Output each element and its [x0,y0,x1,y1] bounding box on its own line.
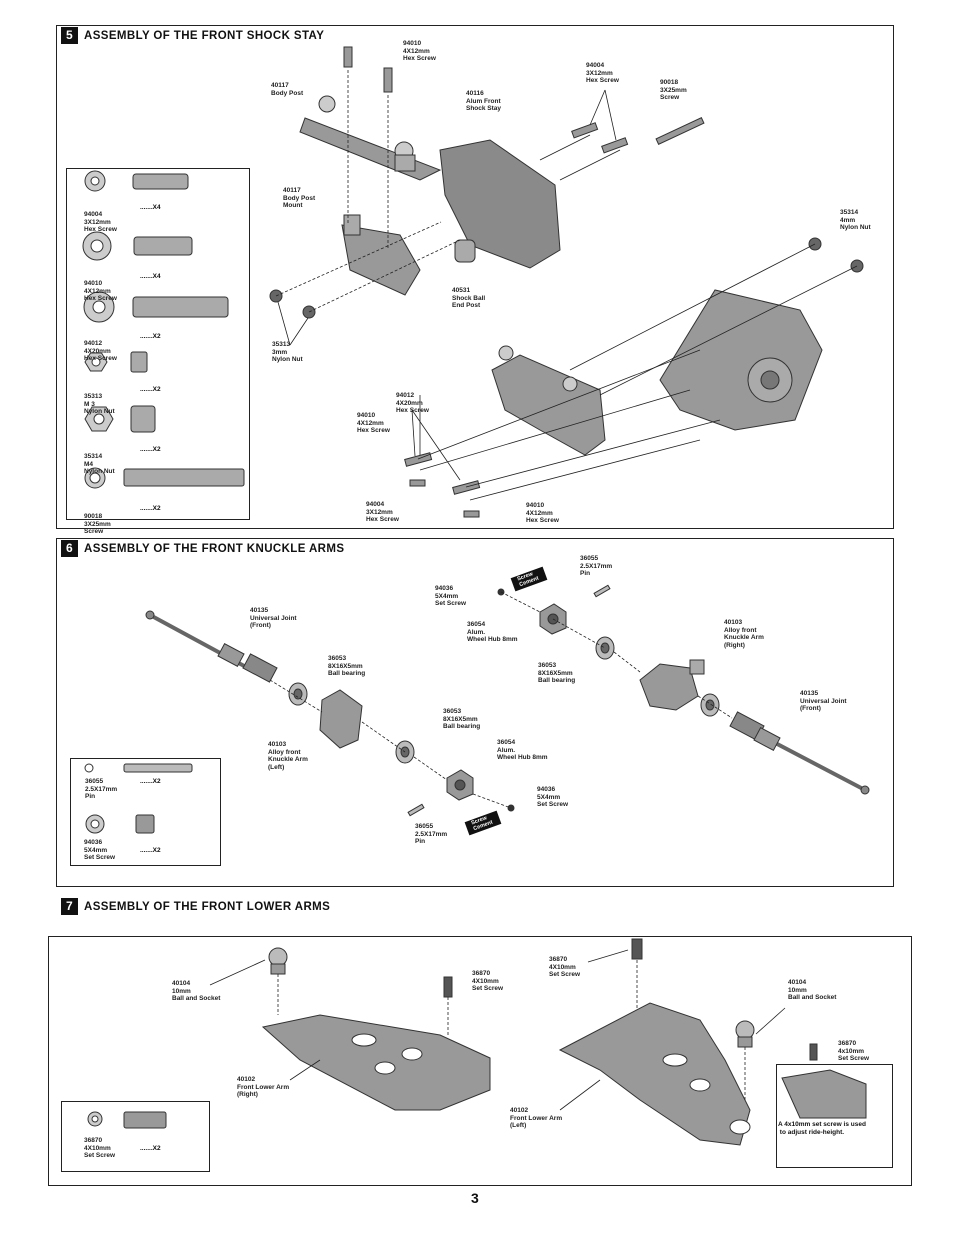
section6-number: 6 [61,540,78,557]
callout-94010-bottom: 94010 4X12mm Hex Screw [526,502,559,525]
callout7-40102-right: 40102 Front Lower Arm (Right) [237,1076,290,1099]
legend5-35314: 35314 M4 Nylon Nut [84,453,115,476]
callout6-36055-low: 36055 2.5X17mm Pin [415,823,448,846]
callout-40116: 40116 Alum Front Shock Stay [466,90,502,113]
lower-arm-left-part [560,1003,750,1145]
legend7-36870: 36870 4X10mm Set Screw [84,1137,116,1160]
callout6-40103-right: 40103 Alloy front Knuckle Arm (Right) [724,619,764,649]
callout-40117-body-post: 40117 Body Post [271,82,304,97]
legend5-94012: 94012 4X20mm Hex Screw [84,340,117,363]
callout7-40104-right: 40104 10mm Ball and Socket [788,979,837,1002]
inset-ride-height-note: A 4x10mm set screw is used to adjust ride-height. [778,1121,866,1136]
callout-94004-bottom: 94004 3X12mm Hex Screw [366,501,399,524]
callout-94004-top: 94004 3X12mm Hex Screw [586,62,619,85]
lower-arm-right-part [263,1015,490,1110]
legend6-36055-qty: .......X2 [140,778,161,785]
callout-94010-left: 94010 4X12mm Hex Screw [357,412,390,435]
callout6-36055-top: 36055 2.5X17mm Pin [580,555,613,578]
section5-title: ASSEMBLY OF THE FRONT SHOCK STAY [84,29,325,42]
legend5-94004: 94004 3X12mm Hex Screw [84,211,117,234]
callout-94010-top: 94010 4X12mm Hex Screw [403,40,436,63]
legend5-94010-qty: .......X4 [140,273,161,280]
screw-cement-tag-top: Screw Cement [516,571,540,589]
legend5-35313-qty: .......X2 [140,386,161,393]
section7-title: ASSEMBLY OF THE FRONT LOWER ARMS [84,900,331,913]
callout-35314: 35314 4mm Nylon Nut [840,209,871,232]
callout-90018: 90018 3X25mm Screw [660,79,687,102]
callout6-94036-low: 94036 5X4mm Set Screw [537,786,569,809]
callout6-36053-mid: 36053 8X16X5mm Ball bearing [538,662,576,685]
section6-title: ASSEMBLY OF THE FRONT KNUCKLE ARMS [84,542,345,555]
callout-35313: 35313 3mm Nylon Nut [272,341,303,364]
callout6-36053-low: 36053 8X16X5mm Ball bearing [443,708,481,731]
screw-cement-tag-low: Screw Cement [470,815,494,833]
legend5-94010: 94010 4X12mm Hex Screw [84,280,117,303]
callout6-40103-left: 40103 Alloy front Knuckle Arm (Left) [268,741,308,771]
callout6-40135-left: 40135 Universal Joint (Front) [250,607,297,630]
page-number: 3 [471,1190,479,1206]
legend6-94036: 94036 5X4mm Set Screw [84,839,116,862]
callout6-36054-low: 36054 Alum. Wheel Hub 8mm [497,739,548,762]
callout6-36054-top: 36054 Alum. Wheel Hub 8mm [467,621,518,644]
legend6-94036-qty: .......X2 [140,847,161,854]
section7-number: 7 [61,898,78,915]
callout7-36870-inset: 36870 4x10mm Set Screw [838,1040,870,1063]
section5-number: 5 [61,27,78,44]
callout-40531: 40531 Shock Ball End Post [452,287,486,310]
legend5-94012-qty: .......X2 [140,333,161,340]
legend5-90018: 90018 3X25mm Screw [84,513,111,536]
ball-socket-right-part [736,1021,754,1047]
callout7-36870-top: 36870 4X10mm Set Screw [549,956,581,979]
callout7-40102-left: 40102 Front Lower Arm (Left) [510,1107,563,1130]
legend5-90018-qty: .......X2 [140,505,161,512]
callout7-36870-mid: 36870 4X10mm Set Screw [472,970,504,993]
legend5-35314-qty: .......X2 [140,446,161,453]
callout6-94036-top: 94036 5X4mm Set Screw [435,585,467,608]
callout6-40135-right: 40135 Universal Joint (Front) [800,690,847,713]
legend5-94004-qty: .......X4 [140,204,161,211]
callout-40117-mount: 40117 Body Post Mount [283,187,316,210]
legend7-36870-qty: .......X2 [140,1145,161,1152]
callout7-40104-left: 40104 10mm Ball and Socket [172,980,221,1003]
callout-94012: 94012 4X20mm Hex Screw [396,392,429,415]
callout6-36053-left: 36053 8X16X5mm Ball bearing [328,655,366,678]
legend5-35313: 35313 M 3 Nylon Nut [84,393,115,416]
ball-socket-left-part [269,948,287,974]
legend6-36055: 36055 2.5X17mm Pin [85,778,118,801]
